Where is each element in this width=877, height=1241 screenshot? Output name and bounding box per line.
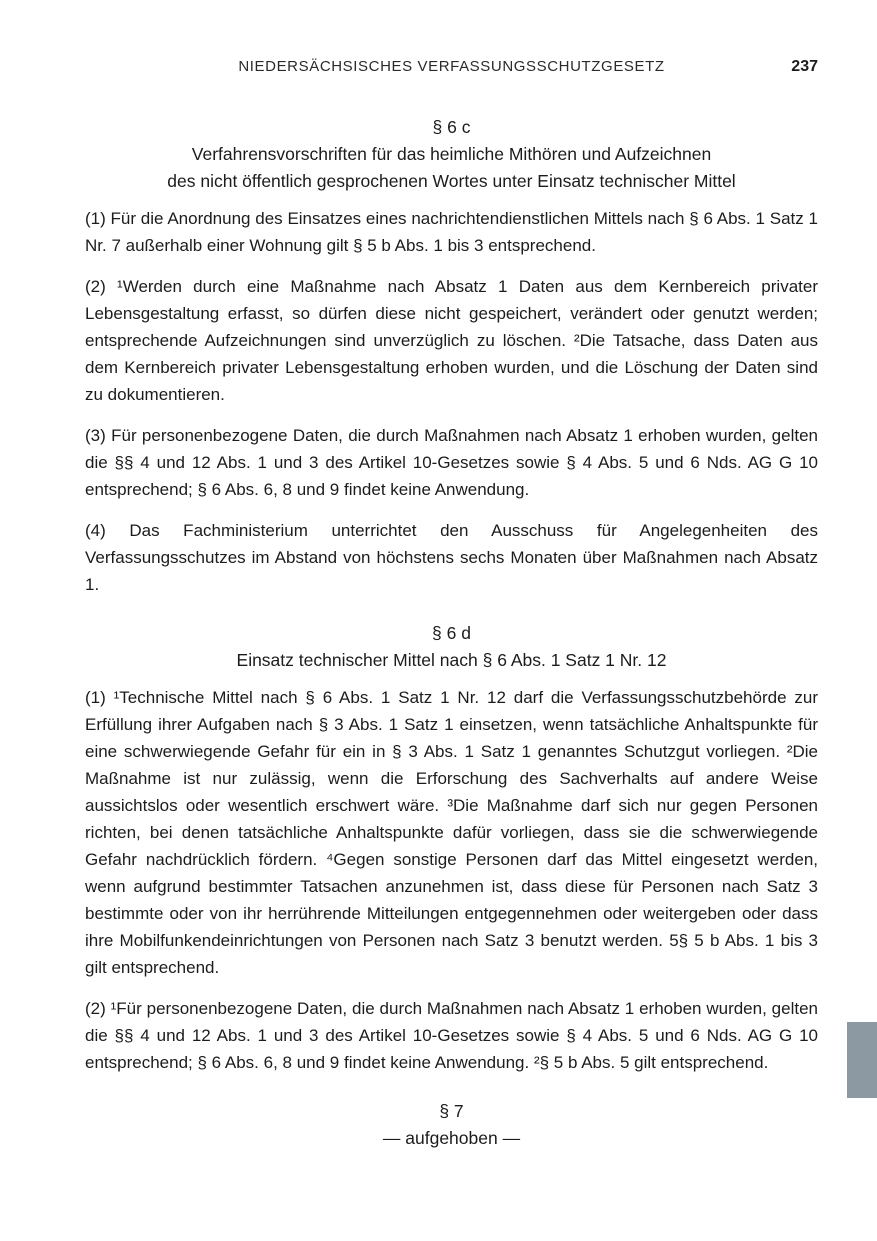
section-6c-heading: § 6 c [432, 117, 471, 137]
section-7-repealed-note: — aufgehoben — [382, 1128, 521, 1148]
paragraph-6d-1: (1) ¹Technische Mittel nach § 6 Abs. 1 Satz 1 Nr. 12 darf die Verfassungsschutzbehörde zur Erfüllung ihrer Aufgaben nach § 3 Abs. 1 Satz 1 einsetzen, wenn tatsächliche Anhaltspunkte für eine schwerwiegende Gefahr für ein in § 3 Abs. 1 Satz 1 genanntes Schutzgut vorliegen. ²Die Maßnahme ist nur zulässig, wenn die Erforschung des Sachverhalts auf andere Weise aussichtslos oder wesentlich erschwert wäre. ³Die Maßnahme darf sich nur gegen Personen richten, bei denen tatsächliche Anhaltspunkte dafür vorliegen, dass sie die schwerwiegende Gefahr nachdrücklich fördern. ⁴Gegen sonstige Personen darf das Mittel eingesetzt werden, wenn aufgrund bestimmter Tatsachen anzunehmen ist, dass diese für Personen nach Satz 3 bestimmte oder von ihr herrührende Mitteilungen entgegennehmen oder weitergeben oder dass ihre Mobilfunkendeinrichtungen von Personen nach Satz 3 benutzt werden. 5§ 5 b Abs. 1 bis 3 gilt entsprechend. [85, 688, 818, 977]
section-6c-subtitle-line-1: Verfahrensvorschriften für das heimliche Mithören und Aufzeichnen [191, 144, 712, 164]
section-6d [85, 620, 818, 1076]
paragraph-6d-2: (2) ¹Für personenbezogene Daten, die durch Maßnahmen nach Absatz 1 erhoben wurden, gelten die §§ 4 und 12 Abs. 1 und 3 des Artikel 10-Gesetzes sowie § 4 Abs. 5 und 6 Nds. AG G 10 entsprechend; § 6 Abs. 6, 8 und 9 findet keine Anwendung. ²§ 5 b Abs. 5 gilt entsprechend. [85, 999, 818, 1072]
page-header [85, 56, 818, 78]
section-6d-subtitle-line-1: Einsatz technischer Mittel nach § 6 Abs. 1 Satz 1 Nr. 12 [236, 650, 667, 670]
paragraph-6c-1: (1) Für die Anordnung des Einsatzes eines nachrichtendienstlichen Mittels nach § 6 Abs. 1 Satz 1 Nr. 7 außerhalb einer Wohnung gilt § 5 b Abs. 1 bis 3 entsprechend. [85, 209, 818, 255]
running-head-title: NIEDERSÄCHSISCHES VERFASSUNGSSCHUTZGESETZ [238, 58, 665, 75]
section-7-heading: § 7 [439, 1101, 464, 1121]
section-6c [85, 114, 818, 598]
section-6d-heading: § 6 d [432, 623, 471, 643]
page-number: 237 [791, 58, 818, 75]
section-7 [85, 1098, 818, 1152]
page-edge-tab [847, 1022, 877, 1098]
paragraph-6c-4: (4) Das Fachministerium unterrichtet den Ausschuss für Angelegenheiten des Verfassungsschutzes im Abstand von höchstens sechs Monaten über Maßnahmen nach Absatz 1. [85, 521, 818, 594]
paragraph-6c-2: (2) ¹Werden durch eine Maßnahme nach Absatz 1 Daten aus dem Kernbereich privater Lebensgestaltung erfasst, so dürfen diese nicht gespeichert, verändert oder genutzt werden; entsprechende Aufzeichnungen sind unverzüglich zu löschen. ²Die Tatsache, dass Daten aus dem Kernbereich privater Lebensgestaltung erhoben wurden, und die Löschung der Daten sind zu dokumentieren. [85, 277, 818, 404]
paragraph-6c-3: (3) Für personenbezogene Daten, die durch Maßnahmen nach Absatz 1 erhoben wurden, gelten die §§ 4 und 12 Abs. 1 und 3 des Artikel 10-Gesetzes sowie § 4 Abs. 5 und 6 Nds. AG G 10 entsprechend; § 6 Abs. 6, 8 und 9 findet keine Anwendung. [85, 426, 818, 499]
section-6c-subtitle-line-2: des nicht öffentlich gesprochenen Wortes unter Einsatz technischer Mittel [167, 171, 736, 191]
